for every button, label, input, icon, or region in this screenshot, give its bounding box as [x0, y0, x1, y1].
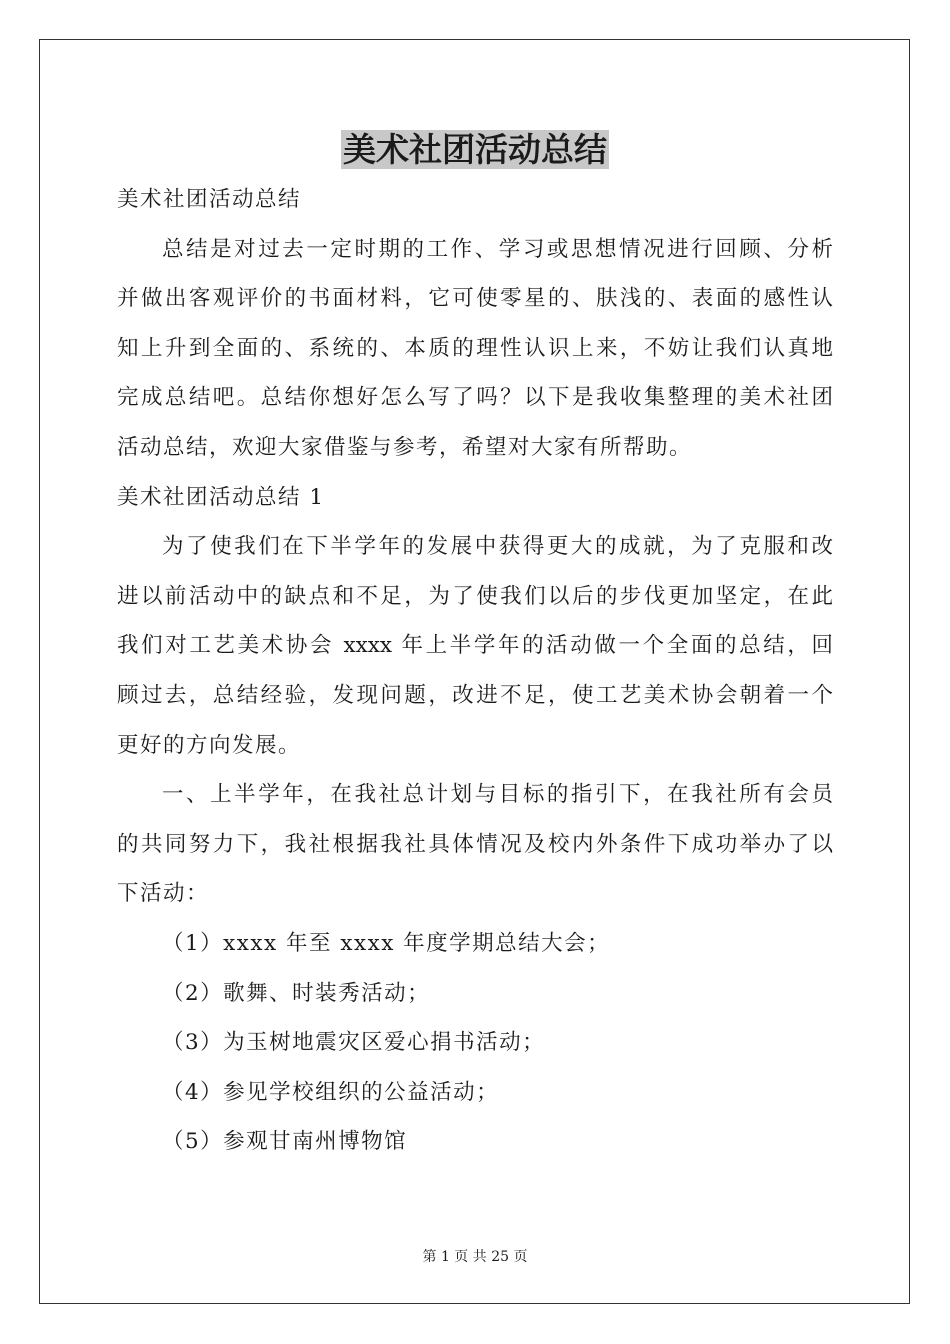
paragraph-line: 活动总结，欢迎大家借鉴与参考，希望对大家有所帮助。	[117, 434, 693, 460]
list-item: （1）xxxx 年至 xxxx 年度学期总结大会；	[162, 930, 611, 956]
paragraph-line: 总结是对过去一定时期的工作、学习或思想情况进行回顾、分析	[162, 236, 833, 262]
document-title-text: 美术社团活动总结	[343, 130, 607, 169]
paragraph-line: 我们对工艺美术协会 xxxx 年上半学年的活动做一个全面的总结，回	[117, 633, 833, 659]
list-item: （2）歌舞、时装秀活动；	[162, 980, 431, 1006]
document-title	[0, 128, 950, 172]
paragraph-line: 下活动：	[117, 881, 210, 907]
list-item: （5）参观甘南州博物馆	[162, 1129, 408, 1155]
page-number: 第 1 页 共 25 页	[422, 1249, 528, 1265]
paragraph-line: 并做出客观评价的书面材料，它可使零星的、肤浅的、表面的感性认	[117, 286, 833, 312]
subtitle-line: 美术社团活动总结	[117, 187, 302, 212]
list-item: （4）参见学校组织的公益活动；	[162, 1079, 500, 1105]
paragraph-line: 完成总结吧。总结你想好怎么写了吗？以下是我收集整理的美术社团	[117, 385, 833, 411]
paragraph-line: 更好的方向发展。	[117, 732, 302, 758]
list-item: （3）为玉树地震灾区爱心捐书活动；	[162, 1030, 546, 1056]
paragraph-line: 一、上半学年，在我社总计划与目标的指引下，在我社所有会员	[162, 782, 833, 808]
paragraph-line: 进以前活动中的缺点和不足，为了使我们以后的步伐更加坚定，在此	[117, 583, 833, 609]
paragraph-line: 的共同努力下，我社根据我社具体情况及校内外条件下成功举办了以	[117, 831, 833, 857]
paragraph-line: 为了使我们在下半学年的发展中获得更大的成就，为了克服和改	[162, 534, 833, 560]
paragraph-line: 顾过去，总结经验，发现问题，改进不足，使工艺美术协会朝着一个	[117, 682, 833, 708]
document-body	[117, 175, 833, 1167]
section-heading: 美术社团活动总结 1	[117, 484, 325, 510]
paragraph-line: 知上升到全面的、系统的、本质的理性认识上来，不妨让我们认真地	[117, 335, 833, 361]
